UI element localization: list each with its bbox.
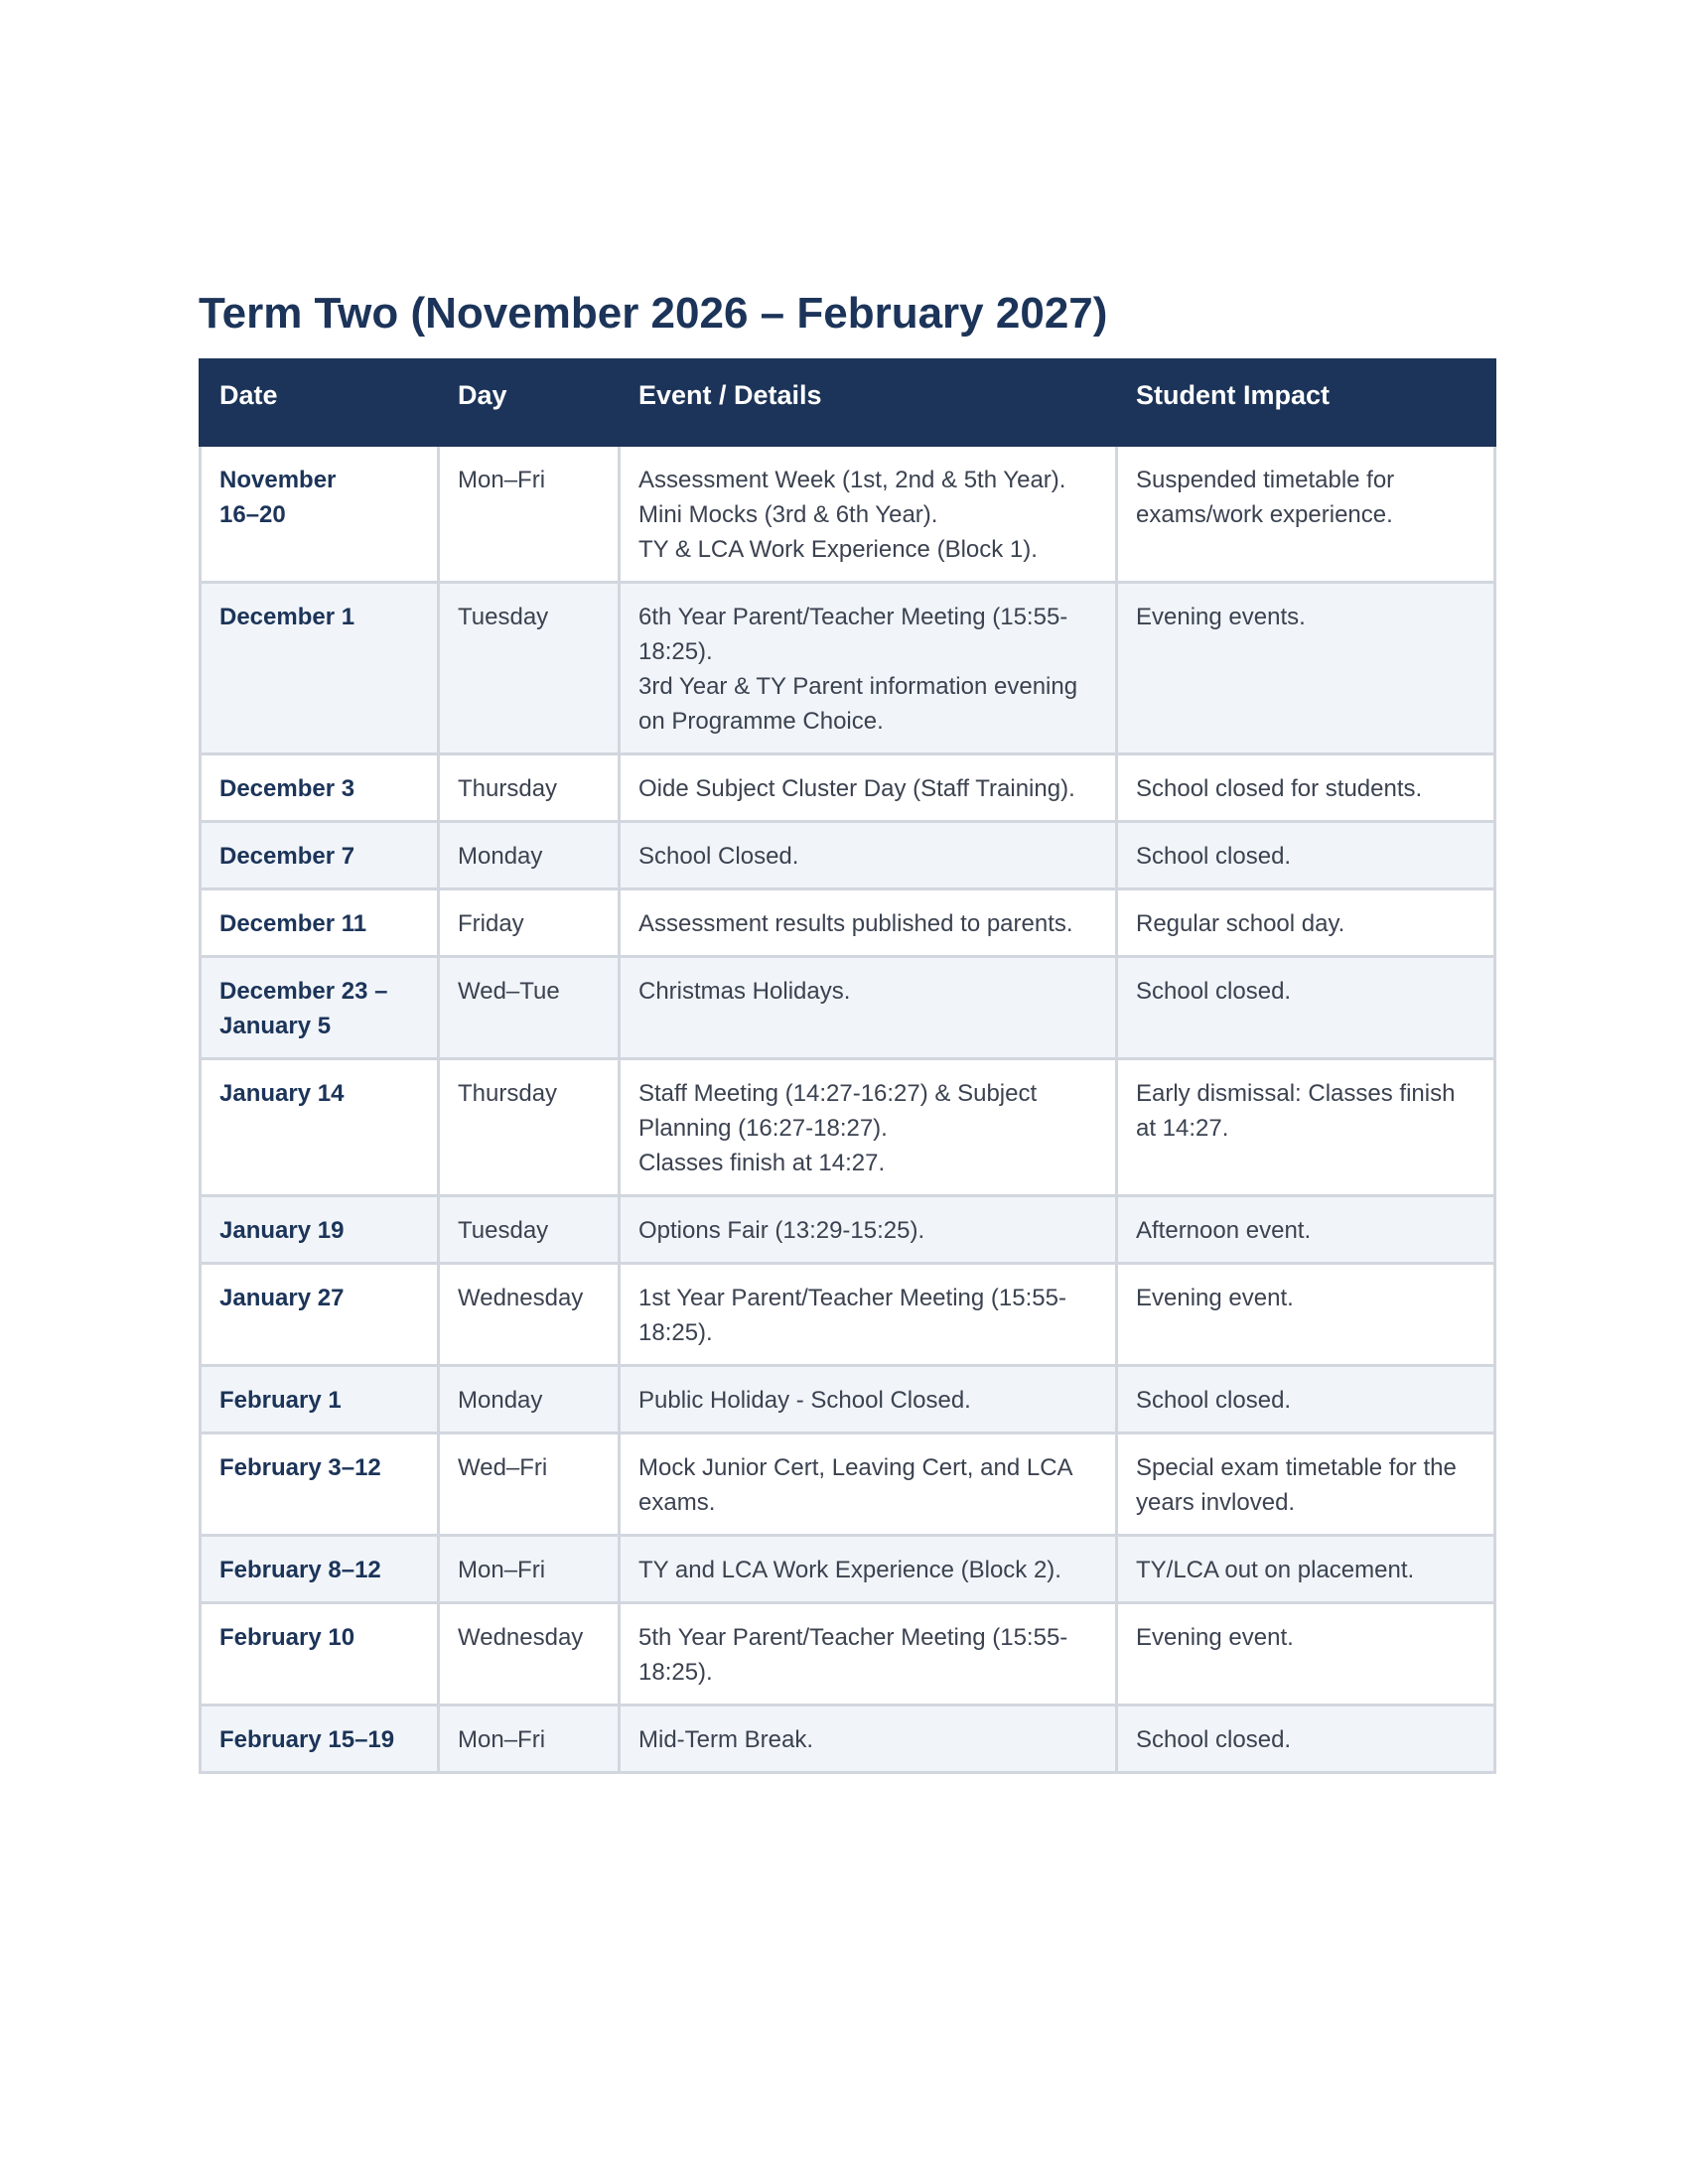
event-cell: Oide Subject Cluster Day (Staff Training). [620,754,1117,822]
day-cell: Mon–Fri [439,446,620,583]
day-cell: Tuesday [439,583,620,754]
table-row [201,889,1495,957]
page-title: Term Two (November 2026 – February 2027) [199,289,1108,338]
event-cell: Assessment results published to parents. [620,889,1117,957]
impact-cell: Suspended timetable for exams/work experience. [1117,446,1495,583]
day-cell: Wed–Fri [439,1433,620,1536]
date-cell: February 10 [201,1603,439,1706]
day-cell: Wednesday [439,1264,620,1366]
day-cell: Thursday [439,754,620,822]
event-cell: Options Fair (13:29-15:25). [620,1196,1117,1264]
date-cell: January 19 [201,1196,439,1264]
header-day: Day [439,360,620,446]
table-row [201,1059,1495,1196]
impact-cell: Evening events. [1117,583,1495,754]
day-cell: Monday [439,1366,620,1433]
event-cell: Assessment Week (1st, 2nd & 5th Year). Mini Mocks (3rd & 6th Year). TY & LCA Work Experience (Block 1). [620,446,1117,583]
date-cell: November 16–20 [201,446,439,583]
date-cell: December 23 – January 5 [201,957,439,1059]
header-date: Date [201,360,439,446]
date-cell: January 14 [201,1059,439,1196]
table-row [201,1536,1495,1603]
day-cell: Friday [439,889,620,957]
header-student-impact: Student Impact [1117,360,1495,446]
day-cell: Thursday [439,1059,620,1196]
event-cell: Mock Junior Cert, Leaving Cert, and LCA exams. [620,1433,1117,1536]
day-cell: Mon–Fri [439,1536,620,1603]
event-cell: Mid-Term Break. [620,1706,1117,1773]
impact-cell: Special exam timetable for the years invloved. [1117,1433,1495,1536]
impact-cell: Early dismissal: Classes finish at 14:27. [1117,1059,1495,1196]
impact-cell: School closed. [1117,822,1495,889]
day-cell: Wednesday [439,1603,620,1706]
date-cell: December 3 [201,754,439,822]
event-cell: Public Holiday - School Closed. [620,1366,1117,1433]
table-row [201,1264,1495,1366]
table-header-row [201,360,1495,446]
table-row [201,1196,1495,1264]
date-cell: February 15–19 [201,1706,439,1773]
table-row [201,583,1495,754]
table-row [201,754,1495,822]
impact-cell: Afternoon event. [1117,1196,1495,1264]
day-cell: Wed–Tue [439,957,620,1059]
impact-cell: School closed. [1117,1366,1495,1433]
day-cell: Mon–Fri [439,1706,620,1773]
table-row [201,1603,1495,1706]
impact-cell: Evening event. [1117,1603,1495,1706]
table-row [201,1433,1495,1536]
impact-cell: School closed. [1117,1706,1495,1773]
impact-cell: Regular school day. [1117,889,1495,957]
table-row [201,1366,1495,1433]
table-row [201,957,1495,1059]
event-cell: 5th Year Parent/Teacher Meeting (15:55-18:25). [620,1603,1117,1706]
event-cell: TY and LCA Work Experience (Block 2). [620,1536,1117,1603]
date-cell: January 27 [201,1264,439,1366]
table-row [201,822,1495,889]
date-cell: December 1 [201,583,439,754]
header-event-details: Event / Details [620,360,1117,446]
impact-cell: Evening event. [1117,1264,1495,1366]
day-cell: Monday [439,822,620,889]
impact-cell: TY/LCA out on placement. [1117,1536,1495,1603]
date-cell: December 7 [201,822,439,889]
date-cell: February 1 [201,1366,439,1433]
day-cell: Tuesday [439,1196,620,1264]
impact-cell: School closed. [1117,957,1495,1059]
event-cell: Staff Meeting (14:27-16:27) & Subject Planning (16:27-18:27). Classes finish at 14:27. [620,1059,1117,1196]
event-cell: Christmas Holidays. [620,957,1117,1059]
impact-cell: School closed for students. [1117,754,1495,822]
date-cell: February 8–12 [201,1536,439,1603]
event-cell: 1st Year Parent/Teacher Meeting (15:55-18:25). [620,1264,1117,1366]
event-cell: 6th Year Parent/Teacher Meeting (15:55-18:25). 3rd Year & TY Parent information evening on Programme Choice. [620,583,1117,754]
term-schedule-table [199,358,1496,1774]
event-cell: School Closed. [620,822,1117,889]
table-row [201,446,1495,583]
table-row [201,1706,1495,1773]
date-cell: December 11 [201,889,439,957]
date-cell: February 3–12 [201,1433,439,1536]
